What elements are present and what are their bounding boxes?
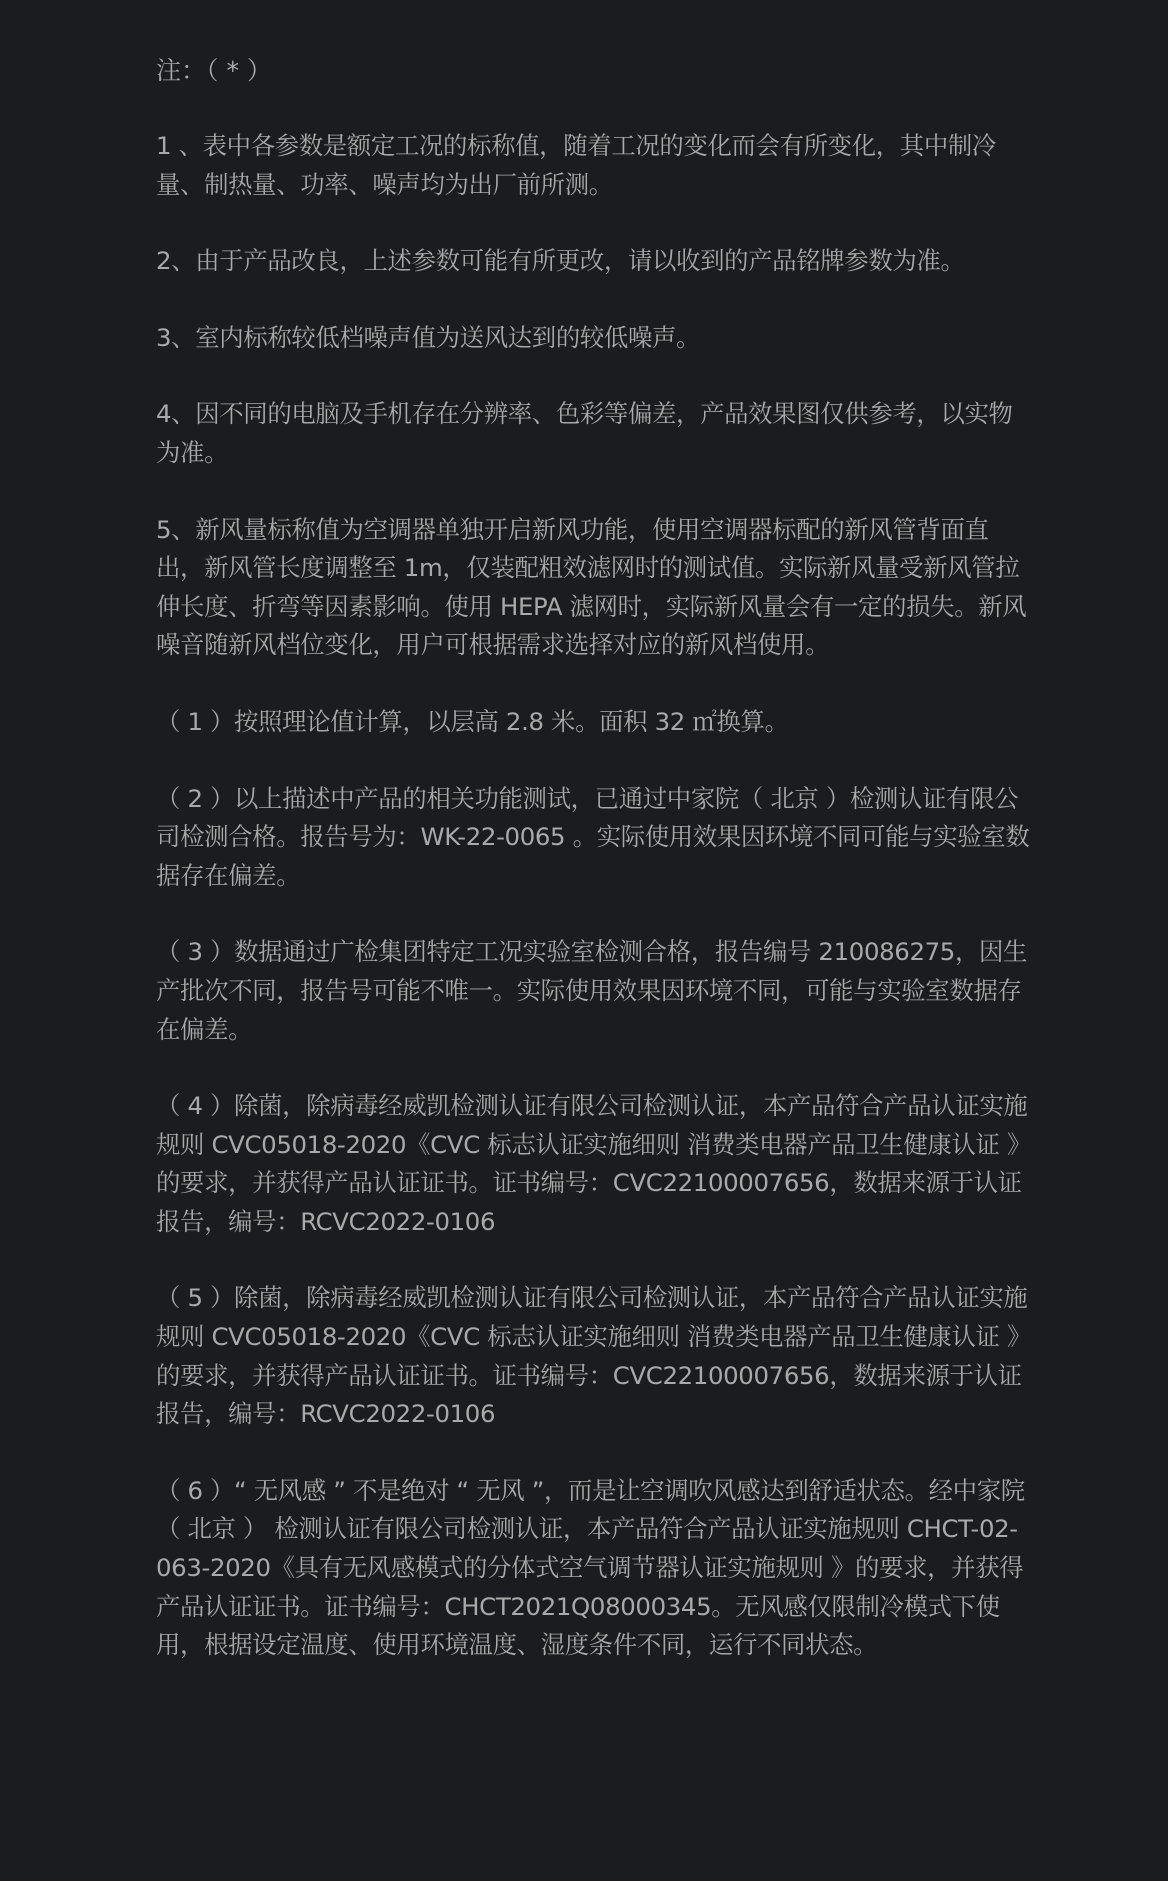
note-item-footnote-2: （ 2 ）以上描述中产品的相关功能测试，已通过中家院（ 北京 ）检测认证有限公司检测合格。报告号为：WK-22-0065 。实际使用效果因环境不同可能与实验室数据存在偏差。 <box>156 783 1030 890</box>
note-item-footnote-5: （ 5 ）除菌，除病毒经威凯检测认证有限公司检测认证，本产品符合产品认证实施规则 CVC05018-2020《CVC 标志认证实施细则 消费类电器产品卫生健康认证 》的要求，并获得产品认证证书。证书编号：CVC22100007656，数据来源于认证报告，编号：RCVC2022-0106 <box>156 1283 1028 1429</box>
notes-title: 注：（ * ） <box>156 56 272 85</box>
note-item-4: 4、因不同的电脑及手机存在分辨率、色彩等偏差，产品效果图仅供参考，以实物为准。 <box>156 399 1013 467</box>
note-item-3: 3、室内标称较低档噪声值为送风达到的较低噪声。 <box>156 322 701 352</box>
note-item-5: 5、新风量标称值为空调器单独开启新风功能，使用空调器标配的新风管背面直出，新风管长度调整至 1m，仅装配粗效滤网时的测试值。实际新风量受新风管拉伸长度、折弯等因素影响。使用 HEPA 滤网时，实际新风量会有一定的损失。新风噪音随新风档位变化，用户可根据需求选择对应的新风档使用。 <box>156 514 1027 660</box>
note-item-footnote-3: （ 3 ）数据通过广检集团特定工况实验室检测合格，报告编号 210086275，因生产批次不同，报告号可能不唯一。实际使用效果因环境不同，可能与实验室数据存在偏差。 <box>156 937 1028 1044</box>
notes-list <box>156 127 1030 1665</box>
note-item-1: 1 、表中各参数是额定工况的标称值，随着工况的变化而会有所变化，其中制冷量、制热量、功率、噪声均为出厂前所测。 <box>156 131 996 199</box>
note-item-footnote-6: （ 6 ）“ 无风感 ” 不是绝对 “ 无风 ”，而是让空调吹风感达到舒适状态。经中家院 （ 北京 ） 检测认证有限公司检测认证，本产品符合产品认证实施规则 CHCT-02-063-2020《具有无风感模式的分体式空气调节器认证实施规则 》的要求，并获得产品认证证书。证书编号：CHCT2021Q08000345。无风感仅限制冷模式下使用，根据设定温度、使用环境温度、湿度条件不同，运行不同状态。 <box>156 1475 1025 1660</box>
note-item-2: 2、由于产品改良，上述参数可能有所更改，请以收到的产品铭牌参数为准。 <box>156 246 965 276</box>
note-item-footnote-4: （ 4 ）除菌，除病毒经威凯检测认证有限公司检测认证，本产品符合产品认证实施规则 CVC05018-2020《CVC 标志认证实施细则 消费类电器产品卫生健康认证 》的要求，并获得产品认证证书。证书编号：CVC22100007656，数据来源于认证报告，编号：RCVC2022-0106 <box>156 1091 1028 1236</box>
note-item-footnote-1: （ 1 ）按照理论值计算，以层高 2.8 米。面积 32 ㎡换算。 <box>156 706 789 736</box>
